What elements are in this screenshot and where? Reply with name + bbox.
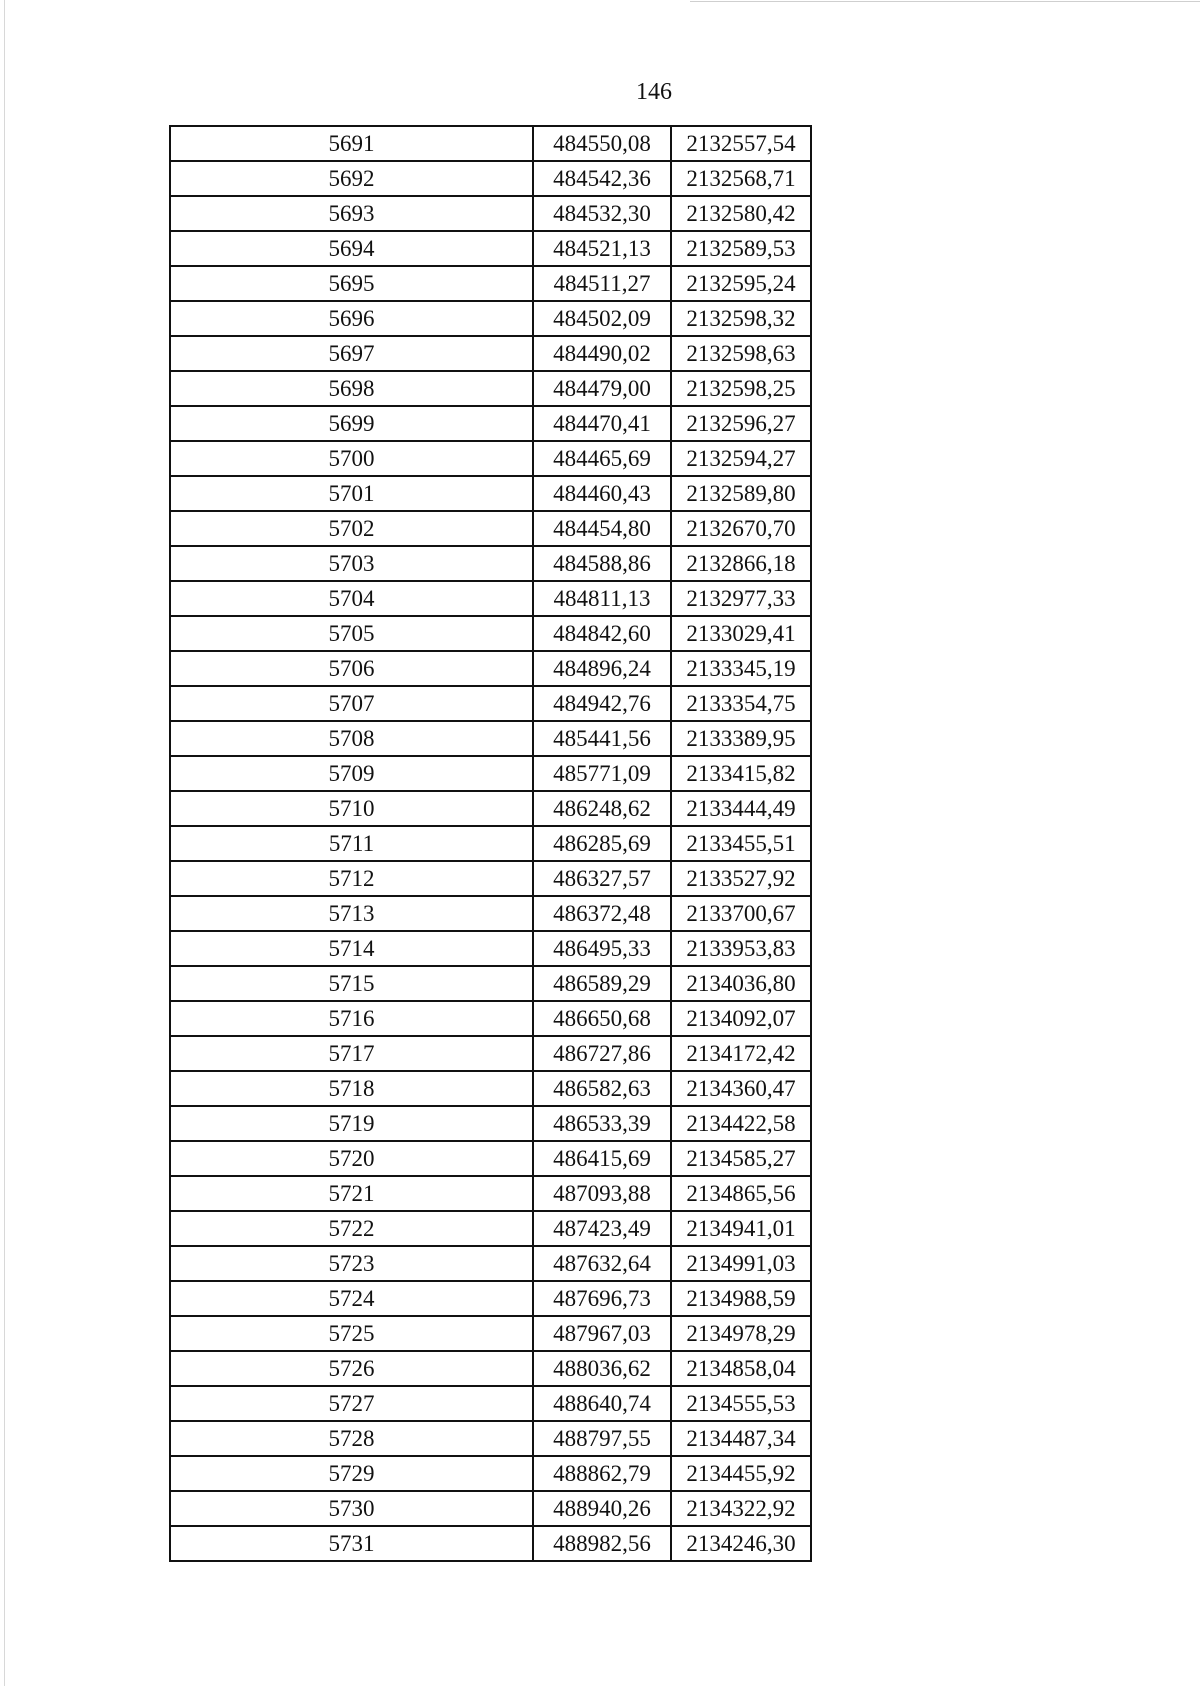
y-coordinate-cell: 2134978,29 xyxy=(671,1316,811,1351)
table-row xyxy=(170,1456,811,1491)
point-number-cell: 5728 xyxy=(170,1421,533,1456)
point-number-cell: 5721 xyxy=(170,1176,533,1211)
point-number-cell: 5718 xyxy=(170,1071,533,1106)
y-coordinate-cell: 2132977,33 xyxy=(671,581,811,616)
scan-edge-left xyxy=(4,0,5,1686)
table-row xyxy=(170,161,811,196)
table-row xyxy=(170,231,811,266)
x-coordinate-cell: 484470,41 xyxy=(533,406,671,441)
x-coordinate-cell: 486248,62 xyxy=(533,791,671,826)
x-coordinate-cell: 486372,48 xyxy=(533,896,671,931)
y-coordinate-cell: 2132595,24 xyxy=(671,266,811,301)
point-number-cell: 5711 xyxy=(170,826,533,861)
point-number-cell: 5722 xyxy=(170,1211,533,1246)
table-row xyxy=(170,1421,811,1456)
point-number-cell: 5731 xyxy=(170,1526,533,1561)
scan-edge-top xyxy=(690,1,1200,2)
x-coordinate-cell: 486582,63 xyxy=(533,1071,671,1106)
x-coordinate-cell: 486285,69 xyxy=(533,826,671,861)
x-coordinate-cell: 486589,29 xyxy=(533,966,671,1001)
point-number-cell: 5693 xyxy=(170,196,533,231)
table-row xyxy=(170,1036,811,1071)
point-number-cell: 5709 xyxy=(170,756,533,791)
y-coordinate-cell: 2133345,19 xyxy=(671,651,811,686)
y-coordinate-cell: 2134858,04 xyxy=(671,1351,811,1386)
table-row xyxy=(170,861,811,896)
point-number-cell: 5706 xyxy=(170,651,533,686)
table-row xyxy=(170,546,811,581)
point-number-cell: 5719 xyxy=(170,1106,533,1141)
x-coordinate-cell: 486495,33 xyxy=(533,931,671,966)
point-number-cell: 5720 xyxy=(170,1141,533,1176)
table-row xyxy=(170,1071,811,1106)
table-row xyxy=(170,1001,811,1036)
table-row xyxy=(170,721,811,756)
point-number-cell: 5714 xyxy=(170,931,533,966)
table-row xyxy=(170,1176,811,1211)
y-coordinate-cell: 2134322,92 xyxy=(671,1491,811,1526)
x-coordinate-cell: 484502,09 xyxy=(533,301,671,336)
x-coordinate-cell: 486727,86 xyxy=(533,1036,671,1071)
y-coordinate-cell: 2132598,32 xyxy=(671,301,811,336)
y-coordinate-cell: 2132589,53 xyxy=(671,231,811,266)
x-coordinate-cell: 484532,30 xyxy=(533,196,671,231)
y-coordinate-cell: 2133455,51 xyxy=(671,826,811,861)
table-row xyxy=(170,896,811,931)
table-row xyxy=(170,686,811,721)
x-coordinate-cell: 488982,56 xyxy=(533,1526,671,1561)
y-coordinate-cell: 2134941,01 xyxy=(671,1211,811,1246)
y-coordinate-cell: 2132598,63 xyxy=(671,336,811,371)
y-coordinate-cell: 2132557,54 xyxy=(671,126,811,161)
x-coordinate-cell: 485441,56 xyxy=(533,721,671,756)
point-number-cell: 5692 xyxy=(170,161,533,196)
y-coordinate-cell: 2133953,83 xyxy=(671,931,811,966)
table-row xyxy=(170,266,811,301)
y-coordinate-cell: 2134422,58 xyxy=(671,1106,811,1141)
x-coordinate-cell: 484588,86 xyxy=(533,546,671,581)
point-number-cell: 5697 xyxy=(170,336,533,371)
table-row xyxy=(170,1106,811,1141)
table-row xyxy=(170,931,811,966)
table-row xyxy=(170,441,811,476)
table-row xyxy=(170,476,811,511)
y-coordinate-cell: 2134246,30 xyxy=(671,1526,811,1561)
table-row xyxy=(170,196,811,231)
coordinates-table-body xyxy=(170,126,811,1561)
y-coordinate-cell: 2133527,92 xyxy=(671,861,811,896)
x-coordinate-cell: 488797,55 xyxy=(533,1421,671,1456)
table-row xyxy=(170,126,811,161)
point-number-cell: 5724 xyxy=(170,1281,533,1316)
x-coordinate-cell: 484542,36 xyxy=(533,161,671,196)
point-number-cell: 5707 xyxy=(170,686,533,721)
x-coordinate-cell: 484521,13 xyxy=(533,231,671,266)
table-row xyxy=(170,616,811,651)
y-coordinate-cell: 2133444,49 xyxy=(671,791,811,826)
y-coordinate-cell: 2134988,59 xyxy=(671,1281,811,1316)
x-coordinate-cell: 484550,08 xyxy=(533,126,671,161)
x-coordinate-cell: 486533,39 xyxy=(533,1106,671,1141)
table-row xyxy=(170,581,811,616)
table-row xyxy=(170,1211,811,1246)
y-coordinate-cell: 2132580,42 xyxy=(671,196,811,231)
x-coordinate-cell: 487093,88 xyxy=(533,1176,671,1211)
point-number-cell: 5729 xyxy=(170,1456,533,1491)
table-row xyxy=(170,966,811,1001)
point-number-cell: 5705 xyxy=(170,616,533,651)
table-row xyxy=(170,1386,811,1421)
x-coordinate-cell: 488640,74 xyxy=(533,1386,671,1421)
point-number-cell: 5723 xyxy=(170,1246,533,1281)
y-coordinate-cell: 2132594,27 xyxy=(671,441,811,476)
y-coordinate-cell: 2134865,56 xyxy=(671,1176,811,1211)
table-row xyxy=(170,371,811,406)
table-row xyxy=(170,651,811,686)
y-coordinate-cell: 2133029,41 xyxy=(671,616,811,651)
table-row xyxy=(170,1246,811,1281)
y-coordinate-cell: 2133354,75 xyxy=(671,686,811,721)
table-row xyxy=(170,1526,811,1561)
point-number-cell: 5726 xyxy=(170,1351,533,1386)
point-number-cell: 5699 xyxy=(170,406,533,441)
y-coordinate-cell: 2134585,27 xyxy=(671,1141,811,1176)
table-row xyxy=(170,336,811,371)
y-coordinate-cell: 2134555,53 xyxy=(671,1386,811,1421)
table-row xyxy=(170,791,811,826)
x-coordinate-cell: 484811,13 xyxy=(533,581,671,616)
point-number-cell: 5698 xyxy=(170,371,533,406)
point-number-cell: 5725 xyxy=(170,1316,533,1351)
x-coordinate-cell: 484511,27 xyxy=(533,266,671,301)
x-coordinate-cell: 486415,69 xyxy=(533,1141,671,1176)
point-number-cell: 5710 xyxy=(170,791,533,826)
x-coordinate-cell: 488036,62 xyxy=(533,1351,671,1386)
y-coordinate-cell: 2134455,92 xyxy=(671,1456,811,1491)
table-row xyxy=(170,1316,811,1351)
x-coordinate-cell: 487967,03 xyxy=(533,1316,671,1351)
page-number: 146 xyxy=(636,79,672,105)
y-coordinate-cell: 2134172,42 xyxy=(671,1036,811,1071)
x-coordinate-cell: 486650,68 xyxy=(533,1001,671,1036)
y-coordinate-cell: 2132568,71 xyxy=(671,161,811,196)
x-coordinate-cell: 484942,76 xyxy=(533,686,671,721)
y-coordinate-cell: 2134036,80 xyxy=(671,966,811,1001)
point-number-cell: 5701 xyxy=(170,476,533,511)
point-number-cell: 5708 xyxy=(170,721,533,756)
y-coordinate-cell: 2133700,67 xyxy=(671,896,811,931)
x-coordinate-cell: 484842,60 xyxy=(533,616,671,651)
table-row xyxy=(170,1491,811,1526)
point-number-cell: 5695 xyxy=(170,266,533,301)
y-coordinate-cell: 2133389,95 xyxy=(671,721,811,756)
point-number-cell: 5700 xyxy=(170,441,533,476)
point-number-cell: 5730 xyxy=(170,1491,533,1526)
point-number-cell: 5716 xyxy=(170,1001,533,1036)
x-coordinate-cell: 488862,79 xyxy=(533,1456,671,1491)
x-coordinate-cell: 484490,02 xyxy=(533,336,671,371)
point-number-cell: 5727 xyxy=(170,1386,533,1421)
y-coordinate-cell: 2132596,27 xyxy=(671,406,811,441)
point-number-cell: 5696 xyxy=(170,301,533,336)
y-coordinate-cell: 2132589,80 xyxy=(671,476,811,511)
table-row xyxy=(170,511,811,546)
table-row xyxy=(170,406,811,441)
x-coordinate-cell: 484465,69 xyxy=(533,441,671,476)
point-number-cell: 5691 xyxy=(170,126,533,161)
x-coordinate-cell: 485771,09 xyxy=(533,756,671,791)
table-row xyxy=(170,1141,811,1176)
x-coordinate-cell: 487423,49 xyxy=(533,1211,671,1246)
point-number-cell: 5715 xyxy=(170,966,533,1001)
x-coordinate-cell: 486327,57 xyxy=(533,861,671,896)
point-number-cell: 5702 xyxy=(170,511,533,546)
point-number-cell: 5713 xyxy=(170,896,533,931)
y-coordinate-cell: 2132670,70 xyxy=(671,511,811,546)
y-coordinate-cell: 2132598,25 xyxy=(671,371,811,406)
point-number-cell: 5704 xyxy=(170,581,533,616)
point-number-cell: 5712 xyxy=(170,861,533,896)
table-row xyxy=(170,756,811,791)
y-coordinate-cell: 2134487,34 xyxy=(671,1421,811,1456)
y-coordinate-cell: 2134360,47 xyxy=(671,1071,811,1106)
x-coordinate-cell: 487632,64 xyxy=(533,1246,671,1281)
x-coordinate-cell: 484454,80 xyxy=(533,511,671,546)
coordinates-table xyxy=(169,125,812,1562)
x-coordinate-cell: 484479,00 xyxy=(533,371,671,406)
x-coordinate-cell: 488940,26 xyxy=(533,1491,671,1526)
y-coordinate-cell: 2134991,03 xyxy=(671,1246,811,1281)
point-number-cell: 5694 xyxy=(170,231,533,266)
table-row xyxy=(170,301,811,336)
y-coordinate-cell: 2132866,18 xyxy=(671,546,811,581)
table-row xyxy=(170,826,811,861)
x-coordinate-cell: 487696,73 xyxy=(533,1281,671,1316)
table-row xyxy=(170,1351,811,1386)
table-row xyxy=(170,1281,811,1316)
x-coordinate-cell: 484460,43 xyxy=(533,476,671,511)
x-coordinate-cell: 484896,24 xyxy=(533,651,671,686)
y-coordinate-cell: 2133415,82 xyxy=(671,756,811,791)
point-number-cell: 5703 xyxy=(170,546,533,581)
y-coordinate-cell: 2134092,07 xyxy=(671,1001,811,1036)
point-number-cell: 5717 xyxy=(170,1036,533,1071)
